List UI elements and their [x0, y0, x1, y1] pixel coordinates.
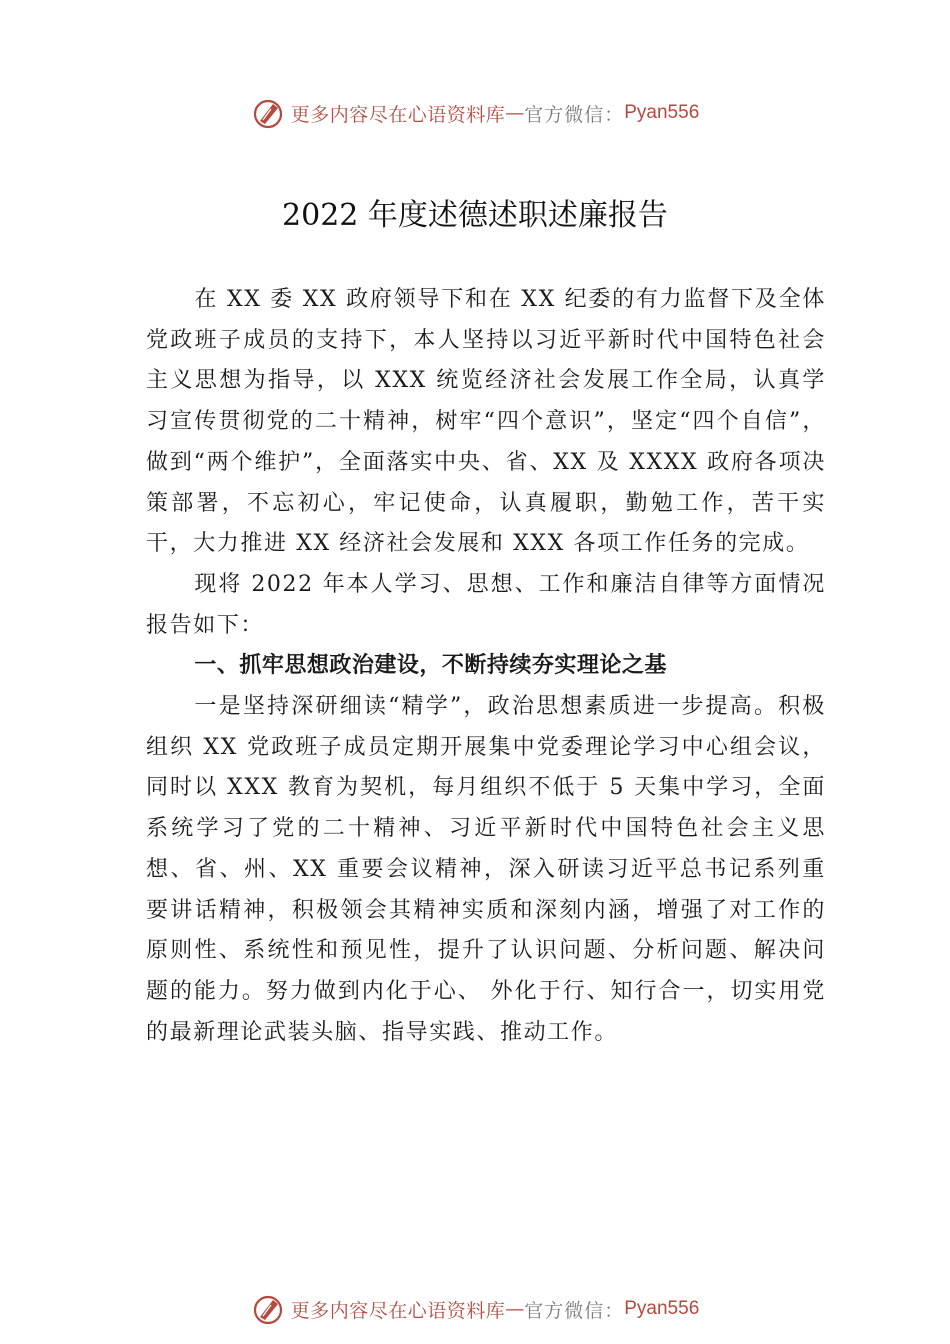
- header-banner: [0, 93, 950, 133]
- report-lead-paragraph: 现将 2022 年本人学习、思想、工作和廉洁自律等方面情况报告如下：: [146, 571, 826, 638]
- footer-banner: [0, 1289, 950, 1329]
- banner-library-text: 更多内容尽在心语资料库: [290, 103, 506, 126]
- section-heading: 一、抓牢思想政治建设，不断持续夯实理论之基: [194, 653, 667, 679]
- banner-library-text: 更多内容尽在心语资料库: [290, 1299, 506, 1322]
- banner-dash: —: [505, 102, 525, 124]
- banner-wechat-label: 官方微信：: [524, 1299, 625, 1322]
- pen-nib-logo-icon: [251, 96, 285, 130]
- banner-wechat-label: 官方微信：: [524, 103, 625, 126]
- banner-wechat-id: Pyan556: [624, 102, 700, 123]
- banner-dash: —: [505, 1298, 525, 1320]
- document-body: [146, 280, 826, 1053]
- banner-wechat-id: Pyan556: [624, 1298, 700, 1319]
- pen-nib-logo-icon: [251, 1292, 285, 1326]
- document-title: 2022 年度述德述职述廉报告: [282, 198, 668, 233]
- section-paragraph: 一是坚持深研细读“精学”，政治思想素质进一步提高。积极组织 XX 党政班子成员定期开展集中党委理论学习中心组会议，同时以 XXX 教育为契机，每月组织不低于 5 天集中学习，全面系统学习了党的二十精神、习近平新时代中国特色社会主义思想、省、州、XX 重要会议精神，深入研读习近平总书记系列重要讲话精神，积极领会其精神实质和深刻内涵，增强了对工作的原则性、系统性和预见性，提升了认识问题、分析问题、解决问题的能力。努力做到内化于心、 外化于行、知行合一，切实用党的最新理论武装头脑、指导实践、推动工作。: [146, 694, 826, 1045]
- intro-paragraph: 在 XX 委 XX 政府领导下和在 XX 纪委的有力监督下及全体党政班子成员的支持下，本人坚持以习近平新时代中国特色社会主义思想为指导，以 XXX 统览经济社会发展工作全局，认真学习宣传贯彻党的二十精神，树牢“四个意识”，坚定“四个自信”，做到“两个维护”，全面落实中央、省、XX 及 XXXX 政府各项决策部署，不忘初心，牢记使命，认真履职，勤勉工作，苦干实干，大力推进 XX 经济社会发展和 XXX 各项工作任务的完成。: [146, 287, 826, 557]
